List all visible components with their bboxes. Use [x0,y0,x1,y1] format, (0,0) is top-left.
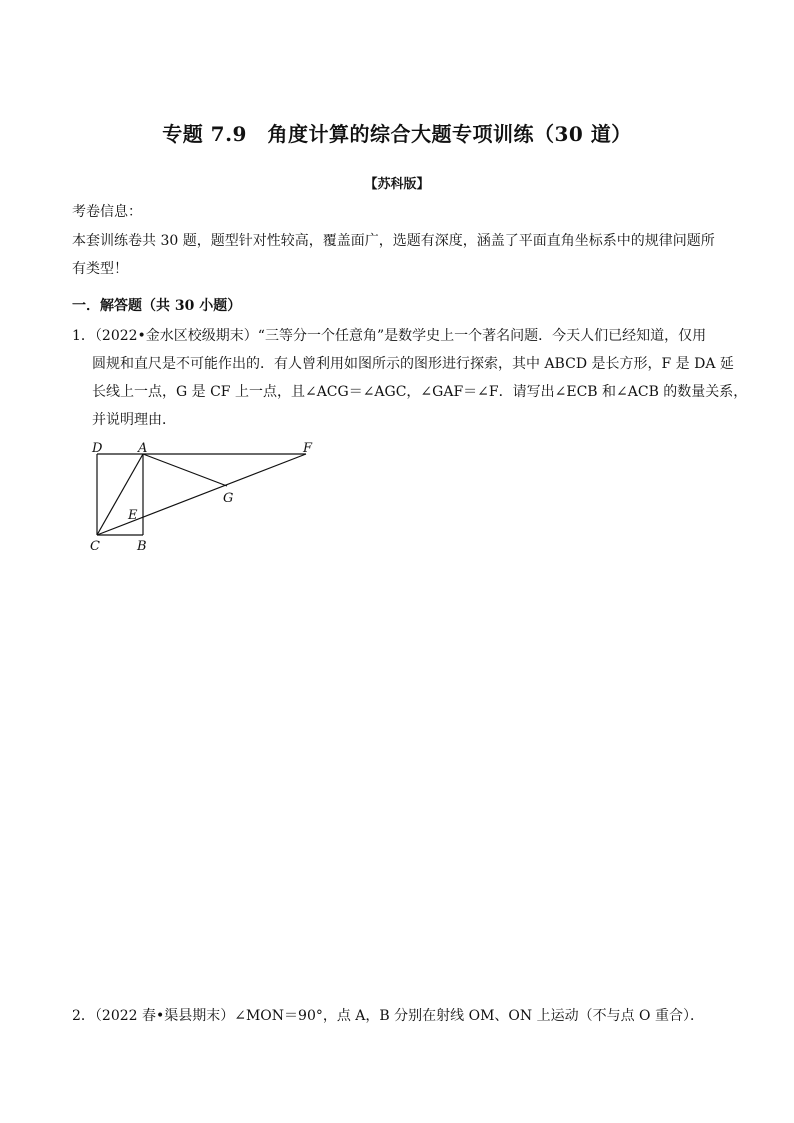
question-1-line-1: 1．（2022•金水区校级期末）“三等分一个任意角”是数学史上一个著名问题．今天人们已经知道，仅用 [72,328,707,344]
edition-label: 【苏科版】 [364,177,430,192]
geometry-figure [84,442,334,560]
section-heading: 一．解答题（共 30 小题） [72,298,242,314]
label-a: A [138,442,148,456]
label-d: D [92,442,103,456]
label-f: F [303,442,313,456]
exam-info-text: 本套训练卷共 30 题，题型针对性较高，覆盖面广，选题有深度，涵盖了平面直角坐标系中的规律问题所有类型！ [72,233,715,277]
label-c: C [90,539,100,554]
question-1-line-2: 圆规和直尺是不可能作出的．有人曾利用如图所示的图形进行探索，其中 ABCD 是长方形，F 是 DA 延 [92,356,734,372]
page-title: 专题 7.9 角度计算的综合大题专项训练（30 道） [162,122,632,146]
exam-info-label: 考卷信息： [72,204,142,220]
label-e: E [128,508,138,523]
question-1-line-4: 并说明理由． [92,412,176,428]
question-1-line-3: 长线上一点，G 是 CF 上一点，且∠ACG＝∠AGC，∠GAF＝∠F．请写出∠ECB 和∠ACB 的数量关系， [92,384,748,400]
label-b: B [137,539,147,554]
segment-ag [143,454,227,486]
question-1 [72,322,748,434]
label-g: G [223,491,234,506]
question-2: 2．（2022 春•渠县期末）∠MON＝90°，点 A，B 分别在射线 OM、ON 上运动（不与点 O 重合）． [72,1008,704,1024]
